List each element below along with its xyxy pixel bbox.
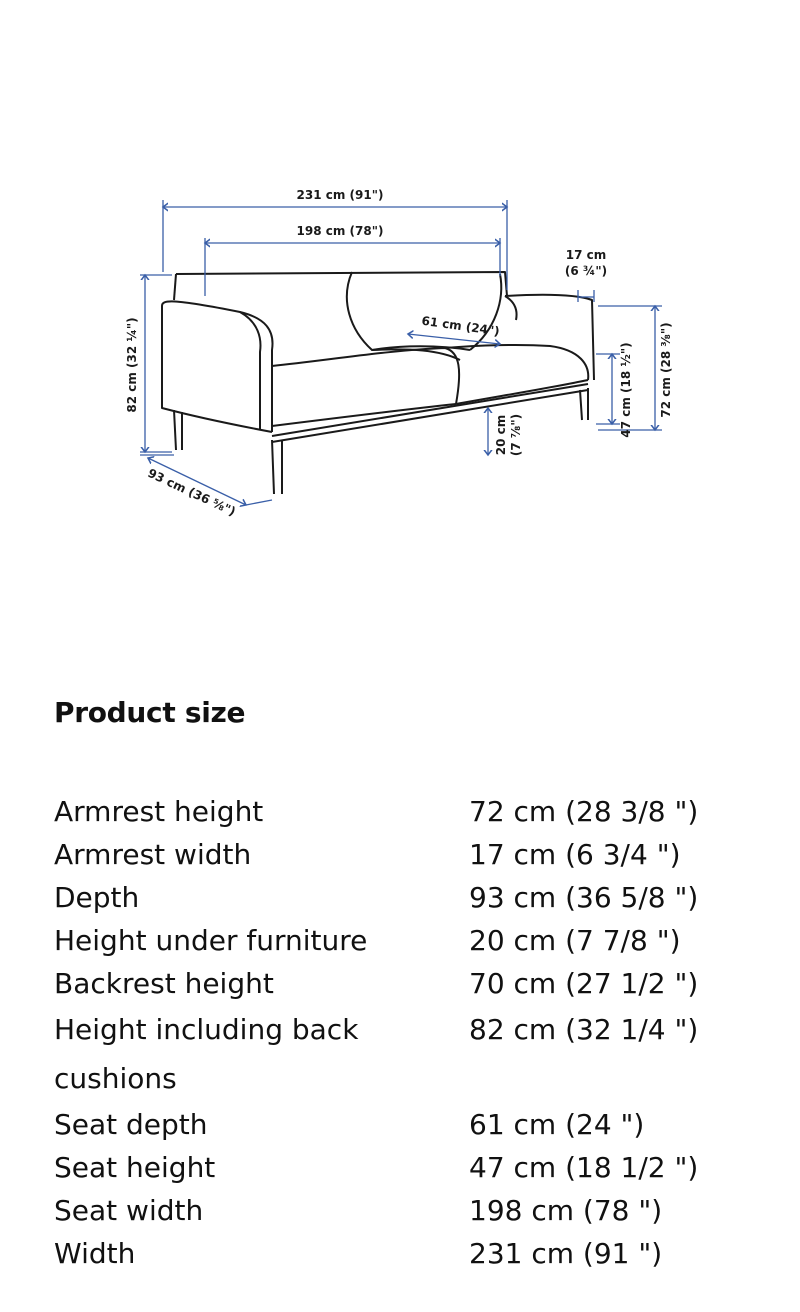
dim-seat-depth: 61 cm (24"): [420, 313, 501, 339]
dim-seat-width: 198 cm (78"): [296, 224, 384, 238]
spec-row-seat-width: [54, 1189, 774, 1232]
dim-seat-height: 47 cm (18 ½"): [619, 342, 633, 438]
dim-under-in: (7 ⅞"): [509, 413, 523, 457]
spec-label: Height under furniture: [54, 924, 368, 957]
spec-label: Height including back cushions: [54, 1013, 359, 1095]
spec-value: 72 cm (28 3/8 "): [469, 795, 699, 828]
dim-height-back: 82 cm (32 ¼"): [125, 317, 139, 413]
spec-label: Armrest height: [54, 795, 264, 828]
spec-label: Seat width: [54, 1194, 204, 1227]
spec-value: 20 cm (7 7/8 "): [469, 924, 681, 957]
spec-row-height-including-back-cushions: [54, 1005, 774, 1103]
spec-value: 198 cm (78 "): [469, 1194, 663, 1227]
spec-label: Width: [54, 1237, 136, 1270]
section-title: Product size: [54, 696, 246, 729]
dim-total-width: 231 cm (91"): [296, 188, 384, 202]
dim-armrest-width-in: (6 ¾"): [564, 264, 608, 278]
spec-value: 82 cm (32 1/4 "): [469, 1013, 699, 1046]
spec-list: [54, 790, 774, 1275]
sofa-drawing: [0, 0, 800, 640]
spec-row-seat-height: [54, 1146, 774, 1189]
dim-depth: 93 cm (36 ⅝"): [145, 465, 238, 519]
spec-label: Seat depth: [54, 1108, 208, 1141]
spec-value: 231 cm (91 "): [469, 1237, 663, 1270]
spec-value: 17 cm (6 3/4 "): [469, 838, 681, 871]
spec-row-seat-depth: [54, 1103, 774, 1146]
spec-value: 47 cm (18 1/2 "): [469, 1151, 699, 1184]
spec-row-armrest-height: [54, 790, 774, 833]
spec-label: Armrest width: [54, 838, 252, 871]
spec-value: 70 cm (27 1/2 "): [469, 967, 699, 1000]
spec-value: 93 cm (36 5/8 "): [469, 881, 699, 914]
dim-armrest-height: 72 cm (28 ⅜"): [659, 322, 673, 418]
spec-row-depth: [54, 876, 774, 919]
dim-armrest-width-cm: 17 cm: [565, 248, 607, 262]
spec-row-width: [54, 1232, 774, 1275]
spec-row-height-under-furniture: [54, 919, 774, 962]
spec-label: Seat height: [54, 1151, 216, 1184]
sofa-outline: [162, 272, 594, 494]
spec-value: 61 cm (24 "): [469, 1108, 645, 1141]
spec-label: Depth: [54, 881, 140, 914]
spec-row-armrest-width: [54, 833, 774, 876]
dimension-lines: [140, 200, 662, 505]
dim-under-cm: 20 cm: [494, 414, 508, 456]
sofa-dimension-diagram: [0, 0, 800, 640]
spec-label: Backrest height: [54, 967, 274, 1000]
spec-row-backrest-height: [54, 962, 774, 1005]
